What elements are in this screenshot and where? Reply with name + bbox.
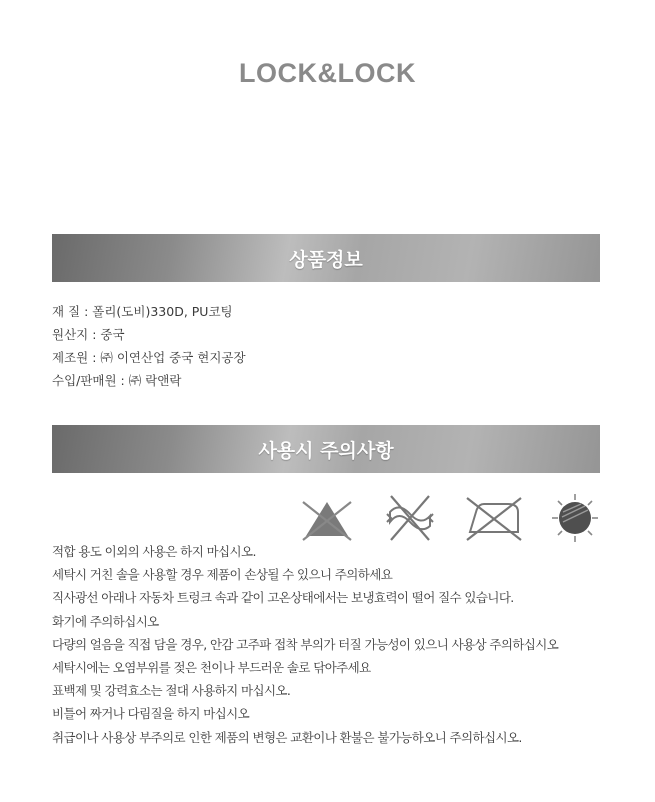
- caution-item: 적합 용도 이외의 사용은 하지 마십시오.: [52, 544, 256, 559]
- bleach-icon: [298, 492, 356, 544]
- caution-list: [52, 540, 558, 749]
- caution-item: 화기에 주의하십시오: [52, 613, 159, 629]
- no-sun-icon: [550, 492, 600, 544]
- product-info-banner: [52, 234, 600, 282]
- caution-item: 다량의 얼음을 직접 담을 경우, 안감 고주파 접착 부의가 터질 가능성이 있으니 사용상 주의하십시오: [52, 636, 559, 652]
- caution-banner: [52, 425, 600, 473]
- info-importer: 수입/판매원 : ㈜ 락앤락: [52, 373, 182, 388]
- caution-item: 표백제 및 강력효소는 절대 사용하지 마십시오.: [52, 683, 291, 699]
- caution-title: 사용시 주의사항: [258, 439, 394, 462]
- caution-item: 취급이나 사용상 부주의로 인한 제품의 변형은 교환이나 환불은 불가능하오니 주의하십시오.: [52, 729, 522, 745]
- no-iron-icon: [464, 492, 524, 544]
- brand-logo: LOCK&LOCK: [239, 58, 416, 88]
- info-material: 재 질 : 폴리(도비)330D, PU코팅: [52, 304, 233, 319]
- caution-item: 세탁시 거친 솔을 사용할 경우 제품이 손상될 수 있으니 주의하세요: [52, 567, 393, 583]
- caution-item: 직사광선 아래나 자동차 트렁크 속과 같이 고온상태에서는 보냉효력이 떨어 질수 있습니다.: [52, 590, 514, 606]
- info-origin: 원산지 : 중국: [52, 327, 125, 342]
- info-manufacturer: 제조원 : ㈜ 이연산업 중국 현지공장: [52, 350, 246, 365]
- caution-item: 비틀어 짜거나 다림질을 하지 마십시오: [52, 706, 250, 722]
- no-wash-icon: [383, 492, 437, 544]
- product-info-title: 상품정보: [289, 248, 363, 271]
- caution-item: 세탁시에는 오염부위를 젖은 천이나 부드러운 솔로 닦아주세요: [52, 660, 371, 676]
- product-info-list: [52, 300, 246, 392]
